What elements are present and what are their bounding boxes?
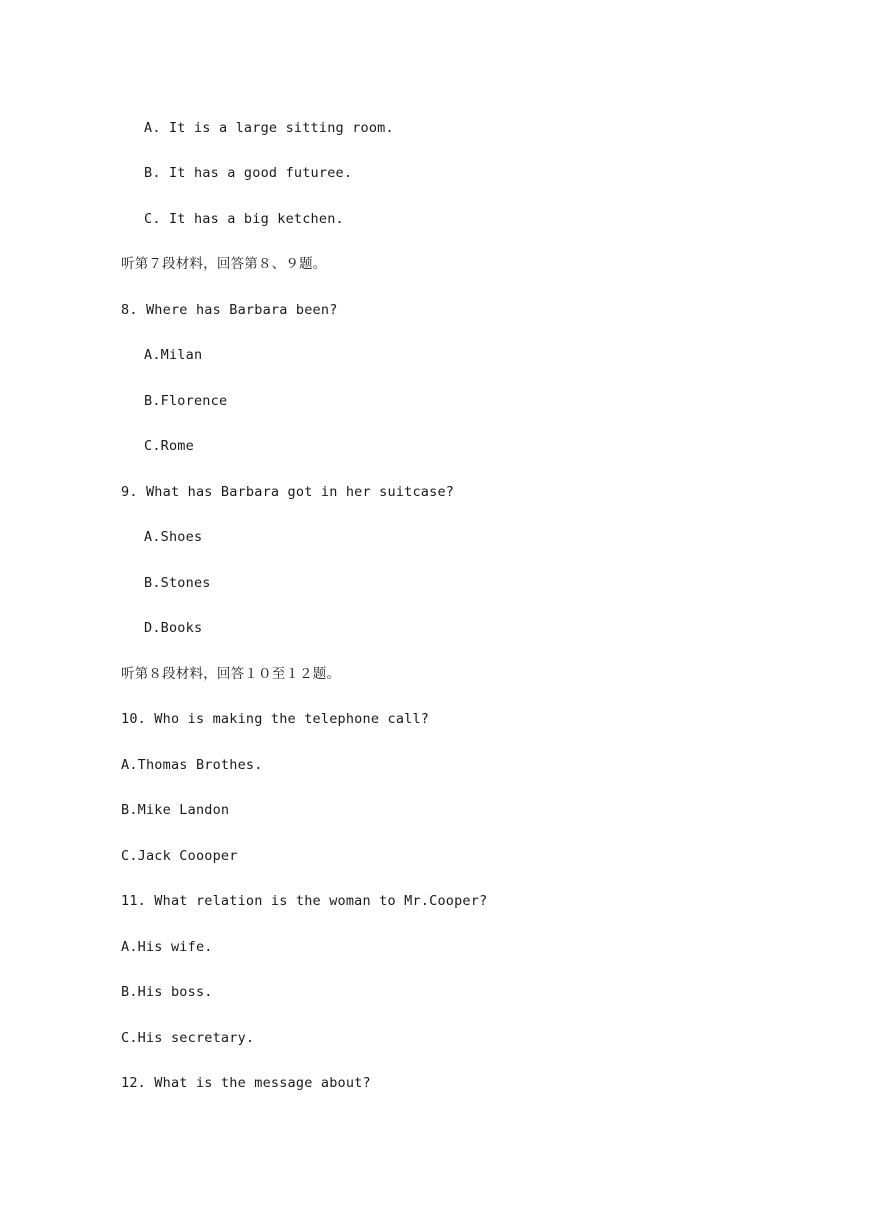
option-line: A.Thomas Brothes. (121, 757, 263, 773)
option-line: B.His boss. (121, 984, 213, 1000)
section-instruction: 听第８段材料，回答１０至１２题。 (121, 666, 341, 682)
question-line: 12. What is the message about? (121, 1075, 371, 1091)
option-line: B.Stones (144, 575, 211, 591)
option-line: C.Jack Coooper (121, 848, 238, 864)
option-line: C.His secretary. (121, 1030, 255, 1046)
question-line: 10. Who is making the telephone call? (121, 711, 430, 727)
question-line: 8. Where has Barbara been? (121, 302, 338, 318)
question-line: 11. What relation is the woman to Mr.Cooper? (121, 893, 488, 909)
option-line: B.Florence (144, 393, 228, 409)
option-line: A.Shoes (144, 529, 203, 545)
option-line: A.His wife. (121, 939, 213, 955)
option-line: C.Rome (144, 438, 194, 454)
option-line: C. It has a big ketchen. (144, 211, 344, 227)
option-line: A. It is a large sitting room. (144, 120, 394, 136)
option-line: B.Mike Landon (121, 802, 230, 818)
option-line: A.Milan (144, 347, 203, 363)
option-line: B. It has a good futuree. (144, 165, 353, 181)
question-line: 9. What has Barbara got in her suitcase? (121, 484, 455, 500)
option-line: D.Books (144, 620, 203, 636)
section-instruction: 听第７段材料，回答第８、９题。 (121, 256, 327, 272)
